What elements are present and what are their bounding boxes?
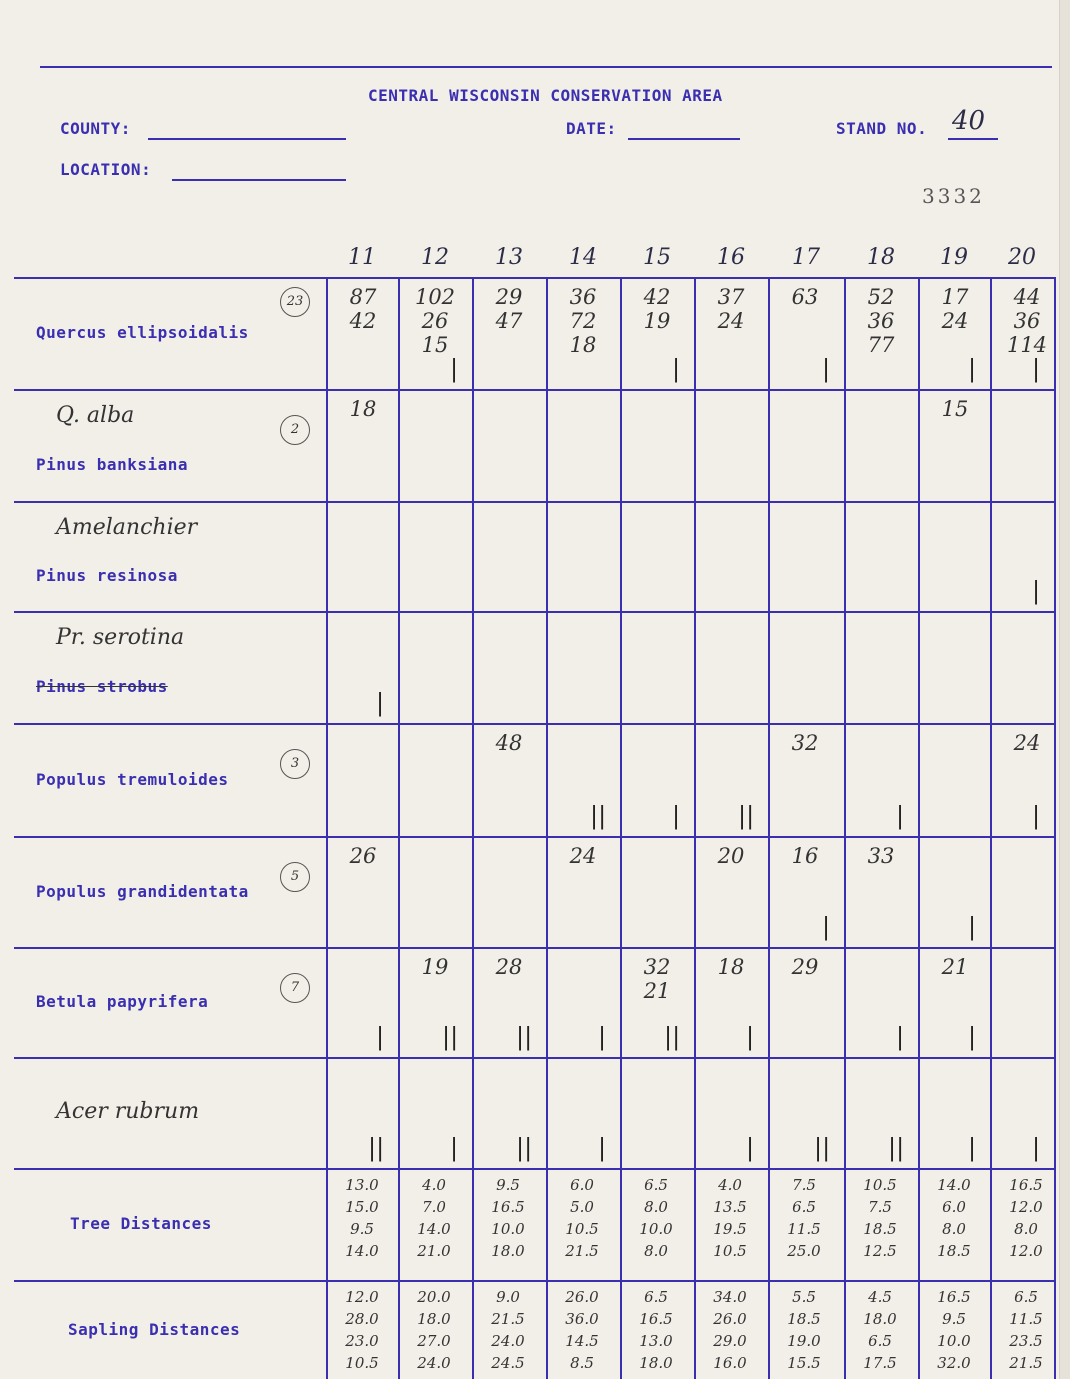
tally-mark: | (968, 913, 977, 941)
tally-mark: | (1032, 577, 1041, 605)
tally-mark: || (888, 1134, 905, 1162)
tally-mark: || (738, 802, 755, 830)
date-field[interactable] (628, 138, 740, 140)
grid-row-line (14, 501, 1054, 503)
tally-mark: | (672, 802, 681, 830)
handwritten-species-note: Acer rubrum (56, 1098, 200, 1124)
circled-count: 23 (280, 287, 310, 317)
distance-values: 4.0 13.5 19.5 10.5 (713, 1176, 747, 1260)
circled-count: 7 (280, 973, 310, 1003)
tally-mark: | (896, 1023, 905, 1051)
tally-mark: | (822, 355, 831, 383)
tally-mark: | (968, 1023, 977, 1051)
tally-mark: || (442, 1023, 459, 1051)
tally-mark: | (896, 802, 905, 830)
grid-row-line (14, 1168, 1054, 1170)
circled-count: 2 (280, 415, 310, 445)
grid-column-line (326, 277, 328, 1379)
species-label: Pinus banksiana (36, 455, 188, 474)
grid-column-line (546, 277, 548, 1379)
cell-value: 63 (791, 285, 819, 309)
distance-values: 34.0 26.0 29.0 16.0 (713, 1288, 747, 1372)
column-header-16: 16 (717, 245, 745, 270)
distance-values: 16.5 9.5 10.0 32.0 (937, 1288, 971, 1372)
location-label: LOCATION: (60, 160, 152, 179)
grid-row-line (14, 947, 1054, 949)
tally-mark: | (746, 1134, 755, 1162)
stand-field[interactable] (948, 138, 998, 140)
distance-values: 5.5 18.5 19.0 15.5 (787, 1288, 821, 1372)
grid-column-line (918, 277, 920, 1379)
species-label: Pinus strobus (36, 677, 168, 696)
cell-value: 21 (941, 955, 969, 979)
tally-mark: | (450, 1134, 459, 1162)
tally-mark: || (814, 1134, 831, 1162)
tally-mark: | (450, 355, 459, 383)
species-label: Pinus resinosa (36, 566, 178, 585)
distance-values: 6.0 5.0 10.5 21.5 (565, 1176, 599, 1260)
column-header-11: 11 (348, 245, 376, 270)
tally-mark: | (1032, 1134, 1041, 1162)
cell-value: 19 (421, 955, 449, 979)
distance-values: 4.5 18.0 6.5 17.5 (863, 1288, 897, 1372)
cell-value: 87 42 (349, 285, 377, 333)
species-label: Populus tremuloides (36, 769, 229, 789)
cell-value: 42 19 (643, 285, 671, 333)
grid-column-line (768, 277, 770, 1379)
tally-mark: | (1032, 355, 1041, 383)
distance-values: 14.0 6.0 8.0 18.5 (937, 1176, 971, 1260)
grid-column-line (844, 277, 846, 1379)
tally-mark: | (672, 355, 681, 383)
distance-values: 13.0 15.0 9.5 14.0 (345, 1176, 379, 1260)
grid-row-line (14, 389, 1054, 391)
cell-value: 102 26 15 (414, 285, 456, 357)
tally-mark: | (968, 1134, 977, 1162)
distance-values: 9.0 21.5 24.0 24.5 (491, 1288, 525, 1372)
grid-row-line (14, 1057, 1054, 1059)
cell-value: 32 (791, 731, 819, 755)
tally-mark: || (664, 1023, 681, 1051)
grid-column-line (398, 277, 400, 1379)
distance-values: 9.5 16.5 10.0 18.0 (491, 1176, 525, 1260)
cell-value: 24 (1013, 731, 1041, 755)
column-header-12: 12 (421, 245, 449, 270)
tally-mark: | (598, 1134, 607, 1162)
column-header-15: 15 (643, 245, 671, 270)
grid-column-line (990, 277, 992, 1379)
cell-value: 15 (941, 397, 969, 421)
grid-row-line (14, 277, 1054, 279)
handwritten-species-note: Amelanchier (56, 515, 198, 540)
distance-values: 10.5 7.5 18.5 12.5 (863, 1176, 897, 1260)
species-label: Quercus ellipsoidalis (36, 323, 249, 342)
column-header-13: 13 (495, 245, 523, 270)
stand-label: STAND NO. (836, 119, 928, 138)
paper-edge (1059, 0, 1070, 1379)
distance-values: 4.0 7.0 14.0 21.0 (417, 1176, 451, 1260)
tally-mark: || (516, 1023, 533, 1051)
sapling-distances-label: Sapling Distances (68, 1319, 241, 1339)
cell-value: 17 24 (941, 285, 969, 333)
form-title: CENTRAL WISCONSIN CONSERVATION AREA (368, 86, 723, 105)
tally-mark: | (746, 1023, 755, 1051)
cell-value: 36 72 18 (569, 285, 597, 357)
grid-column-line (694, 277, 696, 1379)
distance-values: 6.5 11.5 23.5 21.5 (1009, 1288, 1043, 1372)
distance-values: 26.0 36.0 14.5 8.5 (565, 1288, 599, 1372)
stand-number: 40 (952, 106, 986, 136)
cell-value: 37 24 (717, 285, 745, 333)
distance-values: 16.5 12.0 8.0 12.0 (1009, 1176, 1043, 1260)
cell-value: 48 (495, 731, 523, 755)
distance-values: 12.0 28.0 23.0 10.5 (345, 1288, 379, 1372)
grid-row-line (14, 723, 1054, 725)
species-label: Populus grandidentata (36, 881, 249, 901)
cell-value: 16 (791, 844, 819, 868)
tally-mark: | (376, 1023, 385, 1051)
tally-mark: | (376, 689, 385, 717)
column-header-18: 18 (867, 245, 895, 270)
column-header-20: 20 (1008, 245, 1036, 270)
grid-row-line (14, 611, 1054, 613)
tally-mark: || (590, 802, 607, 830)
handwritten-species-note: Q. alba (56, 403, 135, 428)
handwritten-species-note: Pr. serotina (56, 625, 185, 650)
column-header-19: 19 (940, 245, 968, 270)
location-field[interactable] (172, 179, 346, 181)
circled-count: 3 (280, 749, 310, 779)
species-label: Betula papyrifera (36, 992, 209, 1011)
tally-mark: | (1032, 802, 1041, 830)
top-rule (40, 66, 1052, 68)
circled-count: 5 (280, 862, 310, 892)
tally-mark: | (598, 1023, 607, 1051)
cell-value: 29 (791, 955, 819, 979)
grid-column-line (620, 277, 622, 1379)
date-label: DATE: (566, 119, 617, 138)
distance-values: 20.0 18.0 27.0 24.0 (417, 1288, 451, 1372)
cell-value: 28 (495, 955, 523, 979)
cell-value: 33 (867, 844, 895, 868)
cell-value: 32 21 (643, 955, 671, 1003)
cell-value: 44 36 114 (1006, 285, 1048, 357)
tree-distances-label: Tree Distances (70, 1214, 212, 1233)
distance-values: 6.5 8.0 10.0 8.0 (639, 1176, 673, 1260)
grid-column-line (472, 277, 474, 1379)
column-header-17: 17 (792, 245, 820, 270)
county-field[interactable] (148, 138, 346, 140)
cell-value: 18 (349, 397, 377, 421)
column-header-14: 14 (569, 245, 597, 270)
distance-values: 7.5 6.5 11.5 25.0 (787, 1176, 821, 1260)
county-label: COUNTY: (60, 119, 131, 138)
cell-value: 29 47 (495, 285, 523, 333)
cell-value: 20 (717, 844, 745, 868)
tally-mark: || (516, 1134, 533, 1162)
cell-value: 26 (349, 844, 377, 868)
tally-mark: | (822, 913, 831, 941)
stand-code: 3332 (922, 184, 985, 208)
cell-value: 24 (569, 844, 597, 868)
grid-row-line (14, 1280, 1054, 1282)
tally-mark: || (368, 1134, 385, 1162)
cell-value: 18 (717, 955, 745, 979)
distance-values: 6.5 16.5 13.0 18.0 (639, 1288, 673, 1372)
cell-value: 52 36 77 (867, 285, 895, 357)
grid-row-line (14, 836, 1054, 838)
tally-mark: | (968, 355, 977, 383)
